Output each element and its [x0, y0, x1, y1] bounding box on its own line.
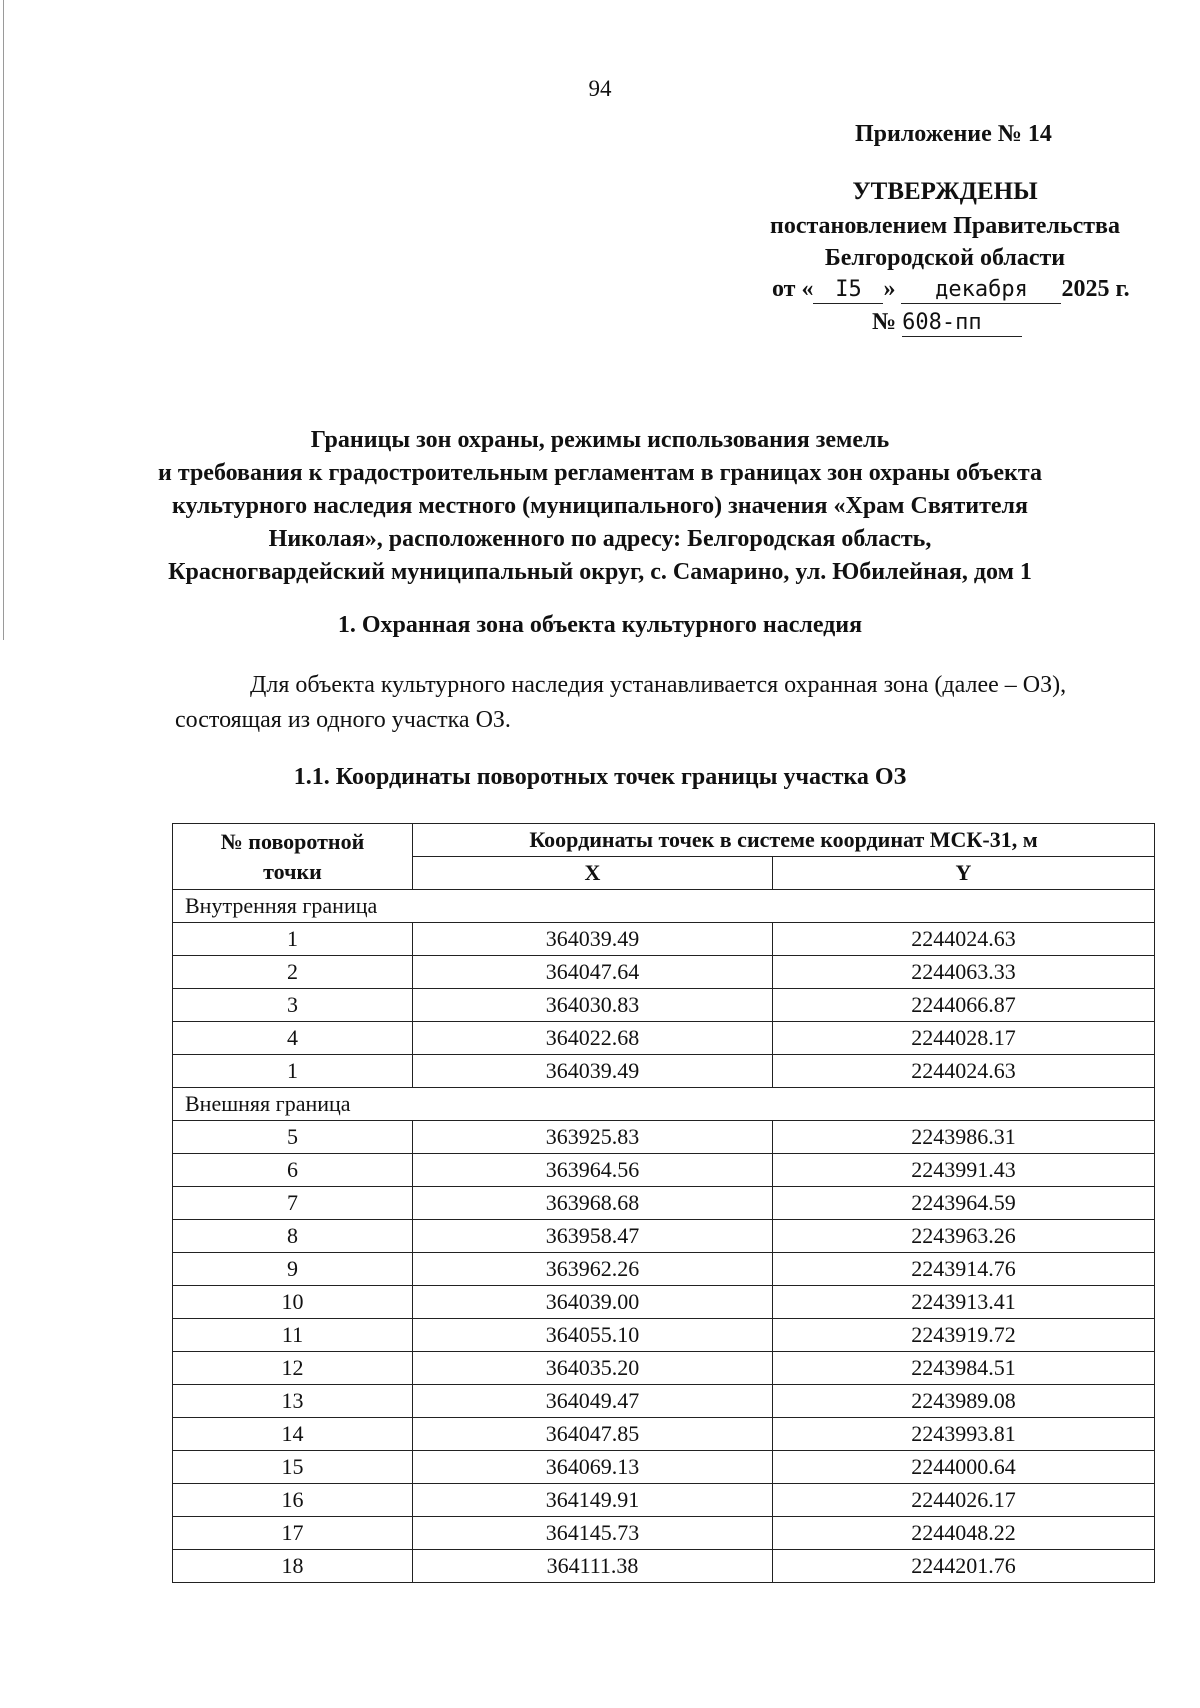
point-number-cell: 7: [173, 1187, 413, 1220]
appendix-label: Приложение № 14: [855, 121, 1052, 147]
y-coordinate-cell: 2243914.76: [773, 1253, 1155, 1286]
coordinates-table: [172, 823, 1155, 1583]
point-number-cell: 9: [173, 1253, 413, 1286]
table-row: [173, 1319, 1155, 1352]
table-row: [173, 1517, 1155, 1550]
header-coordinates: Координаты точек в системе координат МСК-31, м: [413, 824, 1155, 857]
x-coordinate-cell: 364022.68: [413, 1022, 773, 1055]
table-group-row: [173, 890, 1155, 923]
x-coordinate-cell: 364069.13: [413, 1451, 773, 1484]
point-number-cell: 12: [173, 1352, 413, 1385]
intro-line-2: состоящая из одного участка ОЗ.: [175, 707, 511, 733]
x-coordinate-cell: 363925.83: [413, 1121, 773, 1154]
x-coordinate-cell: 364055.10: [413, 1319, 773, 1352]
x-coordinate-cell: 364111.38: [413, 1550, 773, 1583]
point-number-cell: 2: [173, 956, 413, 989]
point-number-cell: 15: [173, 1451, 413, 1484]
header-x: X: [413, 857, 773, 890]
table-row: [173, 1418, 1155, 1451]
table-row: [173, 1154, 1155, 1187]
table-row: [173, 1550, 1155, 1583]
point-number-cell: 16: [173, 1484, 413, 1517]
table-row: [173, 1121, 1155, 1154]
point-number-cell: 1: [173, 923, 413, 956]
header-y: Y: [773, 857, 1155, 890]
intro-paragraph: [175, 668, 1155, 738]
date-month-field: декабря: [901, 277, 1061, 304]
y-coordinate-cell: 2243991.43: [773, 1154, 1155, 1187]
y-coordinate-cell: 2244026.17: [773, 1484, 1155, 1517]
table-row: [173, 1220, 1155, 1253]
x-coordinate-cell: 363968.68: [413, 1187, 773, 1220]
point-number-cell: 1: [173, 1055, 413, 1088]
x-coordinate-cell: 364039.00: [413, 1286, 773, 1319]
x-coordinate-cell: 364030.83: [413, 989, 773, 1022]
y-coordinate-cell: 2243964.59: [773, 1187, 1155, 1220]
y-coordinate-cell: 2243984.51: [773, 1352, 1155, 1385]
y-coordinate-cell: 2244000.64: [773, 1451, 1155, 1484]
x-coordinate-cell: 364035.20: [413, 1352, 773, 1385]
point-number-cell: 17: [173, 1517, 413, 1550]
number-field: 608-пп: [902, 310, 1022, 337]
y-coordinate-cell: 2243993.81: [773, 1418, 1155, 1451]
y-coordinate-cell: 2244063.33: [773, 956, 1155, 989]
point-number-cell: 11: [173, 1319, 413, 1352]
table-group-row: [173, 1088, 1155, 1121]
table-row: [173, 1484, 1155, 1517]
table-row: [173, 1187, 1155, 1220]
table-row: [173, 956, 1155, 989]
group-label: Внутренняя граница: [173, 890, 1155, 923]
table-row: [173, 1385, 1155, 1418]
x-coordinate-cell: 364039.49: [413, 1055, 773, 1088]
document-title: [0, 424, 1200, 589]
approval-date-line: [772, 273, 1192, 305]
table-row: [173, 1352, 1155, 1385]
title-line-2: и требования к градостроительным регламентам в границах зон охраны объекта: [158, 460, 1042, 486]
table-row: [173, 1022, 1155, 1055]
date-prefix: от «: [772, 276, 814, 302]
x-coordinate-cell: 363962.26: [413, 1253, 773, 1286]
y-coordinate-cell: 2243989.08: [773, 1385, 1155, 1418]
x-coordinate-cell: 364145.73: [413, 1517, 773, 1550]
y-coordinate-cell: 2243919.72: [773, 1319, 1155, 1352]
point-number-cell: 6: [173, 1154, 413, 1187]
coordinates-table-body: [173, 890, 1155, 1583]
date-day-field: I5: [813, 277, 883, 304]
y-coordinate-cell: 2244048.22: [773, 1517, 1155, 1550]
y-coordinate-cell: 2244201.76: [773, 1550, 1155, 1583]
point-number-cell: 8: [173, 1220, 413, 1253]
point-number-cell: 18: [173, 1550, 413, 1583]
date-year: 2025 г.: [1061, 276, 1130, 302]
page-number: 94: [588, 76, 612, 101]
x-coordinate-cell: 364039.49: [413, 923, 773, 956]
y-coordinate-cell: 2244066.87: [773, 989, 1155, 1022]
x-coordinate-cell: 364149.91: [413, 1484, 773, 1517]
x-coordinate-cell: 364049.47: [413, 1385, 773, 1418]
y-coordinate-cell: 2243913.41: [773, 1286, 1155, 1319]
table-row: [173, 923, 1155, 956]
section-heading: 1. Охранная зона объекта культурного наследия: [337, 612, 863, 638]
y-coordinate-cell: 2244024.63: [773, 1055, 1155, 1088]
title-line-3: культурного наследия местного (муниципального) значения «Храм Святителя: [172, 493, 1028, 519]
group-label: Внешняя граница: [173, 1088, 1155, 1121]
table-row: [173, 989, 1155, 1022]
title-line-1: Границы зон охраны, режимы использования земель: [310, 427, 890, 453]
table-row: [173, 1253, 1155, 1286]
approval-number-line: [872, 306, 1172, 338]
date-mid: »: [883, 276, 896, 302]
point-number-cell: 10: [173, 1286, 413, 1319]
point-number-cell: 13: [173, 1385, 413, 1418]
point-number-cell: 3: [173, 989, 413, 1022]
y-coordinate-cell: 2243963.26: [773, 1220, 1155, 1253]
title-line-4: Николая», расположенного по адресу: Белгородская область,: [268, 526, 932, 552]
approval-line-1: постановлением Правительства: [769, 213, 1120, 239]
table-row: [173, 1451, 1155, 1484]
intro-line-1: Для объекта культурного наследия устанавливается охранная зона (далее – ОЗ),: [250, 672, 1067, 698]
x-coordinate-cell: 363958.47: [413, 1220, 773, 1253]
approval-line-2: Белгородской области: [824, 245, 1066, 271]
header-point-number-line-2: точки: [263, 858, 322, 884]
x-coordinate-cell: 363964.56: [413, 1154, 773, 1187]
table-row: [173, 1055, 1155, 1088]
approved-heading: УТВЕРЖДЕНЫ: [852, 178, 1038, 205]
y-coordinate-cell: 2244028.17: [773, 1022, 1155, 1055]
point-number-cell: 5: [173, 1121, 413, 1154]
x-coordinate-cell: 364047.85: [413, 1418, 773, 1451]
point-number-cell: 14: [173, 1418, 413, 1451]
header-point-number-line-1: № поворотной: [220, 828, 365, 854]
y-coordinate-cell: 2243986.31: [773, 1121, 1155, 1154]
number-prefix: №: [872, 309, 897, 335]
subsection-heading: 1.1. Координаты поворотных точек границы участка ОЗ: [293, 764, 907, 790]
table-row: [173, 1286, 1155, 1319]
title-line-5: Красногвардейский муниципальный округ, с. Самарино, ул. Юбилейная, дом 1: [168, 559, 1032, 585]
point-number-cell: 4: [173, 1022, 413, 1055]
header-point-number: [173, 824, 413, 890]
x-coordinate-cell: 364047.64: [413, 956, 773, 989]
y-coordinate-cell: 2244024.63: [773, 923, 1155, 956]
